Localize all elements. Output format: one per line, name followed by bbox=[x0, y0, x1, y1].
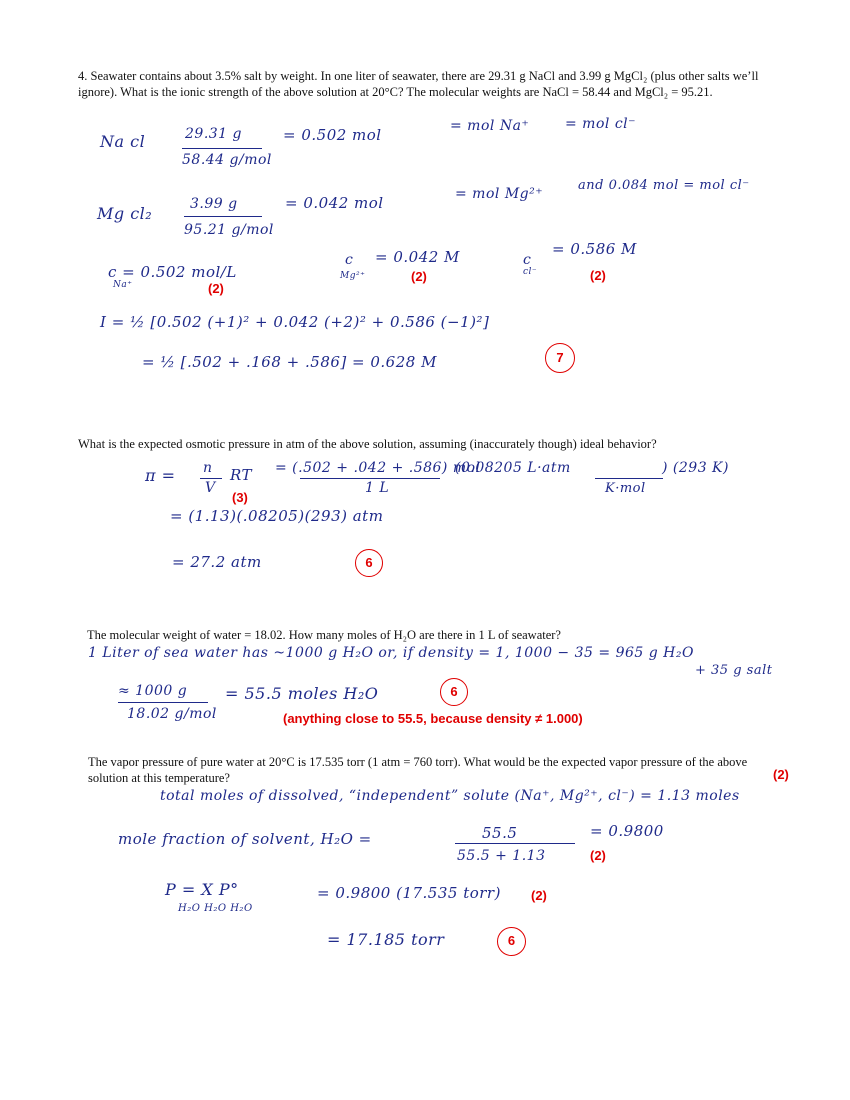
conc-cl: = 0.586 M bbox=[552, 240, 637, 258]
points-osmotic: (3) bbox=[232, 490, 248, 505]
water-line-1b: + 35 g salt bbox=[695, 663, 773, 678]
question-4-text: 4. Seawater contains about 3.5% salt by weight. In one liter of seawater, there are 29.31 g NaCl and 3.99 g MgCl₂ (plus other salts we’ll ignore). What is the ionic strength of the above solution at 20°C? The molecular weights are NaCl = 58.44 and MgCl₂ = 95.21. bbox=[78, 69, 759, 99]
points-raoult: (2) bbox=[531, 888, 547, 903]
pi-lhs: π = bbox=[145, 466, 176, 485]
pi-temperature: ) (293 K) bbox=[662, 460, 729, 476]
points-cl: (2) bbox=[590, 268, 606, 283]
mole-fraction-denominator: 55.5 + 1.13 bbox=[457, 848, 546, 864]
mgcl2-label: Mg cl₂ bbox=[97, 204, 153, 223]
conc-mg: = 0.042 M bbox=[375, 248, 460, 266]
fraction-bar bbox=[455, 843, 575, 844]
mgcl2-molar-mass: 95.21 g/mol bbox=[184, 222, 274, 238]
fraction-bar bbox=[300, 478, 440, 479]
pi-gas-constant-units: K·mol bbox=[605, 481, 646, 496]
mole-fraction-result: = 0.9800 bbox=[590, 822, 664, 840]
pi-frac-n: n bbox=[203, 460, 213, 476]
mole-fraction-numerator: 55.5 bbox=[482, 824, 518, 842]
score-circle-water: 6 bbox=[440, 678, 468, 706]
fraction-bar bbox=[184, 216, 262, 217]
water-moles-result: = 55.5 moles H₂O bbox=[225, 684, 379, 703]
fraction-bar bbox=[118, 702, 208, 703]
pi-rt: RT bbox=[230, 466, 253, 484]
vapor-line-1: total moles of dissolved, “independent” solute (Na⁺, Mg²⁺, cl⁻) = 1.13 moles bbox=[160, 788, 740, 804]
raoult-law: P = X P° bbox=[165, 880, 239, 899]
mgcl2-mass: 3.99 g bbox=[190, 196, 238, 212]
raoult-rhs: = 0.9800 (17.535 torr) bbox=[317, 884, 501, 902]
conc-cl-subscript: cl⁻ bbox=[523, 267, 538, 277]
pi-frac-v: V bbox=[205, 480, 216, 496]
fraction-bar bbox=[595, 478, 663, 479]
mgcl2-eq-mg: = mol Mg²⁺ bbox=[455, 186, 544, 202]
ionic-strength-line-2: = ½ [.502 + .168 + .586] = 0.628 M bbox=[142, 353, 437, 371]
question-water-text: The molecular weight of water = 18.02. How many moles of H₂O are there in 1 L of seawater? bbox=[87, 628, 561, 642]
nacl-eq-cl: = mol cl⁻ bbox=[565, 116, 637, 132]
water-molar-mass: 18.02 g/mol bbox=[127, 706, 217, 722]
water-line-1: 1 Liter of sea water has ~1000 g H₂O or, if density = 1, 1000 − 35 = 965 g H₂O bbox=[88, 645, 694, 661]
points-na: (2) bbox=[208, 281, 224, 296]
pi-gas-constant: (0.08205 L·atm bbox=[455, 460, 571, 476]
conc-mg-symbol: c bbox=[345, 252, 354, 268]
nacl-eq-na: = mol Na⁺ bbox=[450, 118, 530, 134]
mgcl2-eq-cl: and 0.084 mol = mol cl⁻ bbox=[578, 178, 750, 193]
score-circle-vapor: 6 bbox=[497, 927, 526, 956]
points-mole-fraction: (2) bbox=[590, 848, 606, 863]
raoult-law-subscripts: H₂O H₂O H₂O bbox=[178, 903, 253, 914]
pi-volume: 1 L bbox=[365, 480, 390, 496]
question-osmotic-text: What is the expected osmotic pressure in atm of the above solution, assuming (inaccurately though) ideal behavior? bbox=[78, 437, 657, 451]
score-circle-q4: 7 bbox=[545, 343, 575, 373]
fraction-bar bbox=[200, 478, 222, 479]
conc-na-subscript: Na⁺ bbox=[113, 280, 133, 290]
points-vapor-top: (2) bbox=[773, 767, 789, 782]
conc-na: c = 0.502 mol/L bbox=[108, 263, 237, 281]
nacl-moles: = 0.502 mol bbox=[283, 126, 382, 144]
mole-fraction-label: mole fraction of solvent, H₂O = bbox=[118, 830, 372, 848]
conc-mg-subscript: Mg²⁺ bbox=[340, 271, 366, 281]
pi-moles-sum: = (.502 + .042 + .586) mol bbox=[275, 460, 481, 476]
water-note: (anything close to 55.5, because density ≠ 1.000) bbox=[283, 711, 583, 726]
mgcl2-moles: = 0.042 mol bbox=[285, 194, 384, 212]
osmotic-result: = 27.2 atm bbox=[172, 553, 262, 571]
fraction-bar bbox=[182, 148, 262, 149]
score-circle-osmotic: 6 bbox=[355, 549, 383, 577]
water-mass: ≈ 1000 g bbox=[118, 683, 188, 699]
nacl-mass: 29.31 g bbox=[185, 126, 242, 142]
points-mg: (2) bbox=[411, 269, 427, 284]
conc-cl-symbol: c bbox=[523, 252, 532, 268]
nacl-label: Na cl bbox=[100, 132, 146, 151]
question-vapor-text: The vapor pressure of pure water at 20°C is 17.535 torr (1 atm = 760 torr). What would be the expected vapor pressure of the above solution at this temperature? bbox=[88, 755, 748, 785]
vapor-pressure-result: = 17.185 torr bbox=[327, 930, 445, 949]
nacl-molar-mass: 58.44 g/mol bbox=[182, 152, 272, 168]
ionic-strength-line-1: I = ½ [0.502 (+1)² + 0.042 (+2)² + 0.586 (−1)²] bbox=[100, 313, 490, 331]
osmotic-line-2: = (1.13)(.08205)(293) atm bbox=[170, 507, 384, 525]
